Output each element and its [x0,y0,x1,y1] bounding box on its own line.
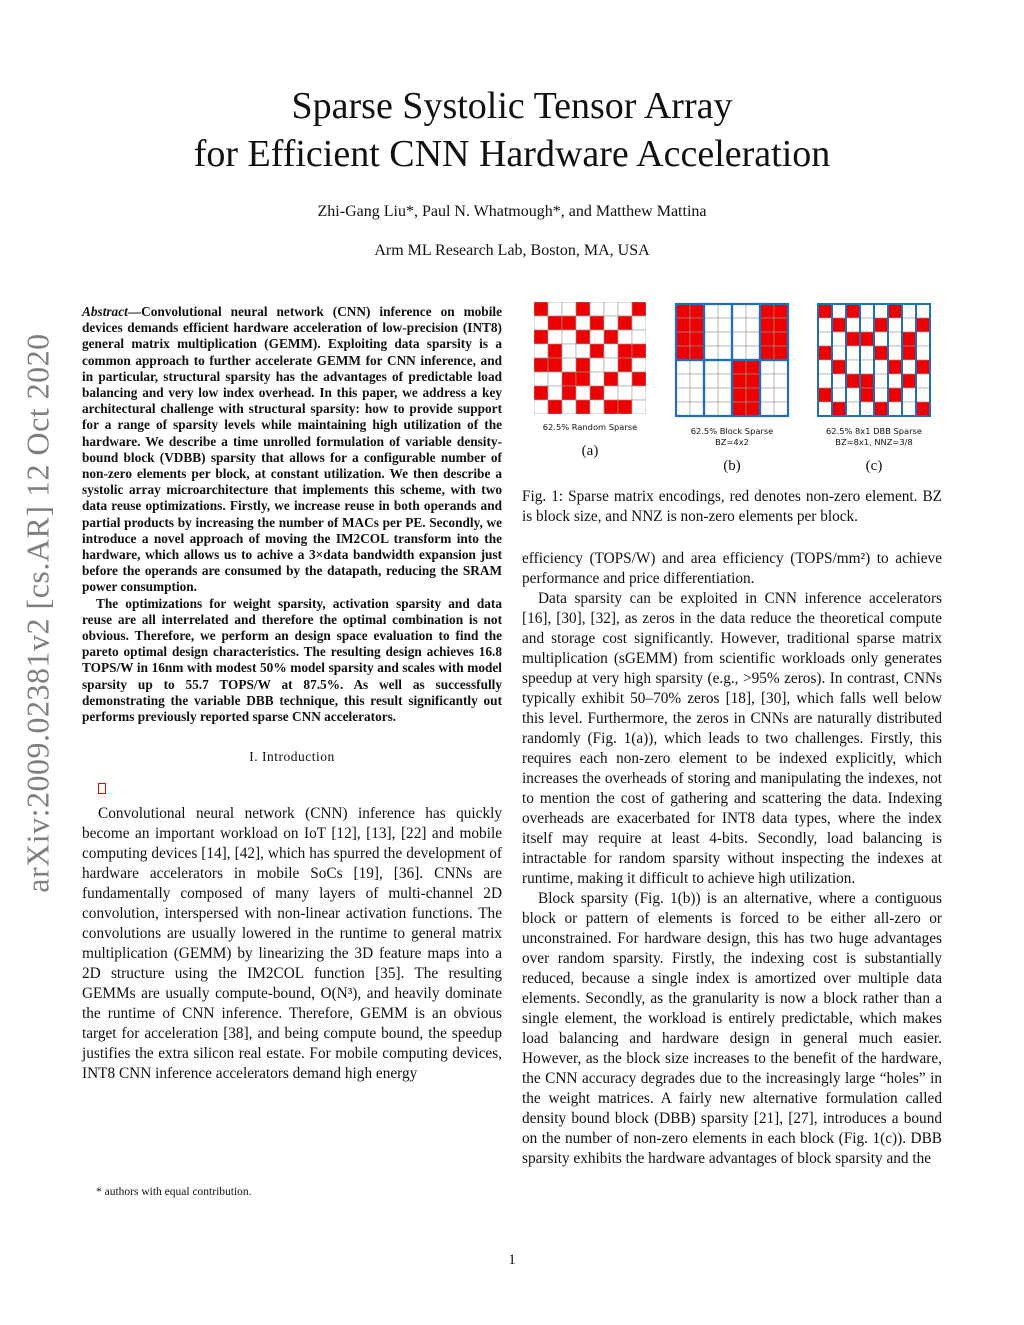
panel-c-label: (c) [865,458,883,474]
nonzero-cell [590,386,604,400]
zero-cell [704,388,718,402]
zero-cell [860,360,874,374]
nonzero-cell [534,330,548,344]
nonzero-cell [746,374,760,388]
nonzero-cell [902,332,916,346]
nonzero-cell [576,358,590,372]
footnote: * authors with equal contribution. [96,1186,252,1198]
zero-cell [548,372,562,386]
arxiv-stamp: arXiv:2009.02381v2 [cs.AR] 12 Oct 2020 [19,333,56,893]
zero-cell [604,316,618,330]
nonzero-cell [548,358,562,372]
zero-cell [832,388,846,402]
zero-cell [832,374,846,388]
zero-cell [690,388,704,402]
zero-cell [534,316,548,330]
nonzero-cell [916,318,930,332]
zero-cell [718,346,732,360]
section-heading: I. Introduction [249,749,335,765]
zero-cell [632,358,646,372]
zero-cell [818,360,832,374]
zero-cell [888,318,902,332]
zero-cell [632,330,646,344]
nonzero-cell [874,402,888,416]
zero-cell [618,302,632,316]
zero-cell [832,346,846,360]
nonzero-cell [604,372,618,386]
figure-panel-dbb [806,302,942,475]
zero-cell [590,330,604,344]
zero-cell [916,346,930,360]
zero-cell [632,386,646,400]
nonzero-cell [732,402,746,416]
nonzero-cell [832,318,846,332]
nonzero-cell [846,332,860,346]
nonzero-cell [534,302,548,316]
nonzero-cell [760,304,774,318]
nonzero-cell [676,304,690,318]
zero-cell [562,302,576,316]
nonzero-cell [690,332,704,346]
nonzero-cell [576,372,590,386]
nonzero-cell [774,346,788,360]
panel-c-subcaption: BZ=8x1, NNZ=3/8 [835,437,913,447]
nonzero-cell [576,302,590,316]
zero-cell [874,332,888,346]
zero-cell [590,400,604,414]
zero-cell [818,318,832,332]
intro-paragraph-1: Convolutional neural network (CNN) inference has quickly become an important workload on IoT [12], [13], [22] and mobile computing devices [14], [42], which has spurred the development of hardware accelerators in mobile SoCs [19], [36]. CNNs are fundamentally composed of many layers of multi-channel 2D convolution, interspersed with non-linear activation functions. The convolutions are usually lowered in the runtime to general matrix multiplication (GEMM) by linearizing the 3D feature maps into a 2D structure using the IM2COL function [35]. The resulting GEMMs are usually compute-bound, O(N³), and heavily dominate the runtime of CNN inference. Therefore, GEMM is an obvious target for acceleration [38], and being compute bound, the speedup justifies the extra silicon real estate. For mobile computing devices, INT8 CNN inference accelerators demand high energy [82,805,502,1083]
zero-cell [732,332,746,346]
zero-cell [676,402,690,416]
zero-cell [888,332,902,346]
zero-cell [718,388,732,402]
zero-cell [704,402,718,416]
zero-cell [732,304,746,318]
title-line-2: for Efficient CNN Hardware Acceleration [193,133,831,175]
nonzero-cell [916,360,930,374]
zero-cell [774,402,788,416]
zero-cell [718,360,732,374]
zero-cell [534,400,548,414]
nonzero-cell [818,346,832,360]
nonzero-cell [632,372,646,386]
nonzero-cell [832,402,846,416]
panel-b-caption: 62.5% Block Sparse [690,426,774,436]
abstract-paragraph-1: —Convolutional neural network (CNN) inference on mobile devices demands efficient hardware acceleration of low-precision (INT8) general matrix multiplication (GEMM). Exploiting data sparsity is a common approach to further accelerate GEMM for CNN inference, and in particular, structural sparsity has the advantages of predictable load balancing and very low index overhead. In this paper, we address a key architectural challenge with structural sparsity: how to provide support for a range of sparsity levels while maintaining high utilization of the hardware. We describe a time unrolled formulation of variable density-bound block (VDBB) sparsity that allows for a configurable number of non-zero elements per block, at constant utilization. We then describe a systolic array microarchitecture that implements this scheme, with two data reuse optimizations. Firstly, we increase reuse in both operands and partial products by increasing the number of MACs per PE. Secondly, we introduce a novel approach of moving the IM2COL transform into the hardware, which allows us to achive a 3×data bandwidth expansion just before the operands are consumed by the datapath, reducing the SRAM power consumption. [82,304,502,595]
zero-cell [846,388,860,402]
zero-cell [874,304,888,318]
nonzero-cell [916,402,930,416]
nonzero-cell [618,344,632,358]
nonzero-cell [760,318,774,332]
zero-cell [704,346,718,360]
nonzero-cell [760,332,774,346]
zero-cell [562,344,576,358]
nonzero-cell [818,304,832,318]
nonzero-cell [604,400,618,414]
nonzero-cell [732,374,746,388]
zero-cell [732,318,746,332]
nonzero-cell [818,388,832,402]
nonzero-cell [562,386,576,400]
nonzero-cell [604,330,618,344]
nonzero-cell [746,388,760,402]
zero-cell [888,402,902,416]
title-line-1: Sparse Systolic Tensor Array [291,85,733,127]
zero-cell [590,372,604,386]
block-sparse-matrix [674,302,790,418]
zero-cell [846,360,860,374]
zero-cell [704,304,718,318]
zero-cell [860,346,874,360]
zero-cell [676,374,690,388]
zero-cell [846,402,860,416]
nonzero-cell [902,346,916,360]
zero-cell [676,388,690,402]
zero-cell [718,402,732,416]
nonzero-cell [548,400,562,414]
zero-cell [548,330,562,344]
zero-cell [704,374,718,388]
panel-b-subcaption: BZ=4x2 [715,437,749,447]
zero-cell [760,360,774,374]
nonzero-cell [690,304,704,318]
zero-cell [718,304,732,318]
zero-cell [590,302,604,316]
zero-cell [590,358,604,372]
nonzero-cell [774,304,788,318]
zero-cell [860,402,874,416]
nonzero-cell [632,302,646,316]
zero-cell [760,388,774,402]
nonzero-cell [860,374,874,388]
nonzero-cell [618,358,632,372]
zero-cell [902,402,916,416]
zero-cell [704,332,718,346]
nonzero-cell [548,344,562,358]
zero-cell [916,332,930,346]
zero-cell [604,302,618,316]
random-sparse-matrix [534,302,646,414]
nonzero-cell [562,372,576,386]
figure-caption: Fig. 1: Sparse matrix encodings, red denotes non-zero element. BZ is block size, and NNZ is non-zero elements per block. [522,488,942,525]
nonzero-cell [618,316,632,330]
zero-cell [846,318,860,332]
zero-cell [818,374,832,388]
nonzero-cell [548,316,562,330]
zero-cell [874,360,888,374]
zero-cell [874,374,888,388]
nonzero-cell [534,386,548,400]
nonzero-cell [902,374,916,388]
nonzero-cell [576,330,590,344]
figure-panel-random [522,302,658,475]
panel-c-caption: 62.5% 8x1 DBB Sparse [826,426,922,436]
author-list: Zhi-Gang Liu*, Paul N. Whatmough*, and Matthew Mattina [317,203,707,220]
zero-cell [760,374,774,388]
nonzero-cell [676,318,690,332]
nonzero-cell [832,360,846,374]
nonzero-cell [618,400,632,414]
zero-cell [576,386,590,400]
nonzero-cell [576,400,590,414]
paper-title [0,82,1024,178]
zero-cell [690,360,704,374]
nonzero-cell [746,360,760,374]
nonzero-cell [590,316,604,330]
zero-cell [774,374,788,388]
zero-cell [618,386,632,400]
zero-cell [618,330,632,344]
affiliation: Arm ML Research Lab, Boston, MA, USA [374,242,650,259]
zero-cell [902,388,916,402]
left-column [82,304,502,1084]
nonzero-cell [732,388,746,402]
nonzero-cell [676,332,690,346]
nonzero-cell [534,358,548,372]
nonzero-cell [874,318,888,332]
figure-panel-block [664,302,800,475]
zero-cell [746,346,760,360]
zero-cell [902,318,916,332]
right-paragraph-2: Block sparsity (Fig. 1(b)) is an alternative, where a contiguous block or pattern of elements is forced to be either all-zero or unconstrained. For hardware design, this has two huge advantages over random sparsity. Firstly, the indexing cost is substantially reduced, because a single index is amortized over multiple data elements. Secondly, as the granularity is now a block rather than a single element, the workload is entirely predictable, which makes load balancing and hardware design in general much easier. However, as the block size increases to the benefit of the hardware, the CNN accuracy degrades due to the increasingly large “holes” in the weight matrices. A fairly new alternative formulation called density bound block (DBB) sparsity [21], [27], introduces a bound on the number of non-zero elements in each block (Fig. 1(c)). DBB sparsity exhibits the hardware advantages of block sparsity and the [522,890,942,1167]
abstract-paragraph-2: The optimizations for weight sparsity, activation sparsity and data reuse are all interrelated and therefore the optimal combination is not obvious. Therefore, we perform an design space evaluation to find the pareto optimal design characteristics. The resulting design achieves 16.8 TOPS/W in 16nm with modest 50% model sparsity and scales with model sparsity up to 55.7 TOPS/W at 87.5%. As well as successfully demonstrating the variable DBB technique, this result significantly out performs previously reported sparse CNN accelerators. [82,595,502,725]
zero-cell [604,358,618,372]
page-number: 1 [508,1252,516,1268]
abstract [82,304,502,725]
zero-cell [632,400,646,414]
zero-cell [690,402,704,416]
zero-cell [690,374,704,388]
right-column [522,302,942,1169]
zero-cell [576,344,590,358]
nonzero-cell [860,332,874,346]
nonzero-cell [690,346,704,360]
zero-cell [576,316,590,330]
panel-a-label: (a) [581,443,599,459]
zero-cell [902,360,916,374]
zero-cell [888,374,902,388]
zero-cell [704,360,718,374]
zero-cell [746,304,760,318]
right-paragraph-1: Data sparsity can be exploited in CNN inference accelerators [16], [30], [32], as zeros in the data reduce the theoretical compute and storage cost significantly. However, traditional sparse matrix multiplication (sGEMM) from scientific workloads only generates speedup at very high sparsity (e.g., >95% zeros). In contrast, CNNs typically exhibit 50–70% zeros [18], [30], which falls well below this level. Furthermore, the zeros in CNNs are naturally distributed randomly (Fig. 1(a)), which leads to two challenges. Firstly, this requires each non-zero element to be indexed explicitly, which increases the overheads of storing and manipulating the indexes, not to mention the cost of gathering and scattering the data. Indexing overheads are exacerbated for INT8 data types, where the index itself may require at least 4-bits. Secondly, load balancing is intractable for random sparsity without inspecting the indexes at runtime, making it difficult to achieve high utilization. [522,590,942,887]
panel-a-caption: 62.5% Random Sparse [542,422,638,432]
introduction-body [82,804,502,1084]
nonzero-cell [874,346,888,360]
zero-cell [704,318,718,332]
zero-cell [746,318,760,332]
zero-cell [888,346,902,360]
zero-cell [818,402,832,416]
nonzero-cell [676,346,690,360]
figure-1 [522,302,942,475]
zero-cell [902,304,916,318]
nonzero-cell [888,304,902,318]
nonzero-cell [846,304,860,318]
zero-cell [916,388,930,402]
nonzero-cell [746,402,760,416]
zero-cell [718,374,732,388]
nonzero-cell [732,360,746,374]
zero-cell [548,302,562,316]
zero-cell [916,374,930,388]
nonzero-cell [774,332,788,346]
zero-cell [718,332,732,346]
nonzero-cell [860,388,874,402]
dbb-sparse-matrix [816,302,932,418]
zero-cell [604,344,618,358]
nonzero-cell [774,318,788,332]
zero-cell [718,318,732,332]
zero-cell [562,400,576,414]
zero-cell [774,388,788,402]
zero-cell [618,372,632,386]
zero-cell [760,402,774,416]
nonzero-cell [632,344,646,358]
nonzero-cell [888,360,902,374]
nonzero-cell [562,316,576,330]
zero-cell [562,330,576,344]
zero-cell [818,332,832,346]
zero-cell [860,318,874,332]
nonzero-cell [888,388,902,402]
zero-cell [832,332,846,346]
nonzero-cell [590,344,604,358]
zero-cell [548,386,562,400]
zero-cell [746,332,760,346]
zero-cell [774,360,788,374]
zero-cell [846,346,860,360]
zero-cell [534,344,548,358]
edit-marker [98,783,106,794]
zero-cell [860,304,874,318]
nonzero-cell [846,374,860,388]
right-column-body [522,549,942,1169]
zero-cell [562,358,576,372]
zero-cell [916,304,930,318]
nonzero-cell [760,346,774,360]
abstract-lead: Abstract [82,304,128,319]
zero-cell [604,386,618,400]
zero-cell [534,372,548,386]
nonzero-cell [690,318,704,332]
zero-cell [732,346,746,360]
panel-b-label: (b) [723,458,741,474]
zero-cell [632,316,646,330]
zero-cell [832,304,846,318]
zero-cell [676,360,690,374]
right-paragraph-0: efficiency (TOPS/W) and area efficiency (TOPS/mm²) to achieve performance and price differentiation. [522,550,942,587]
zero-cell [874,388,888,402]
